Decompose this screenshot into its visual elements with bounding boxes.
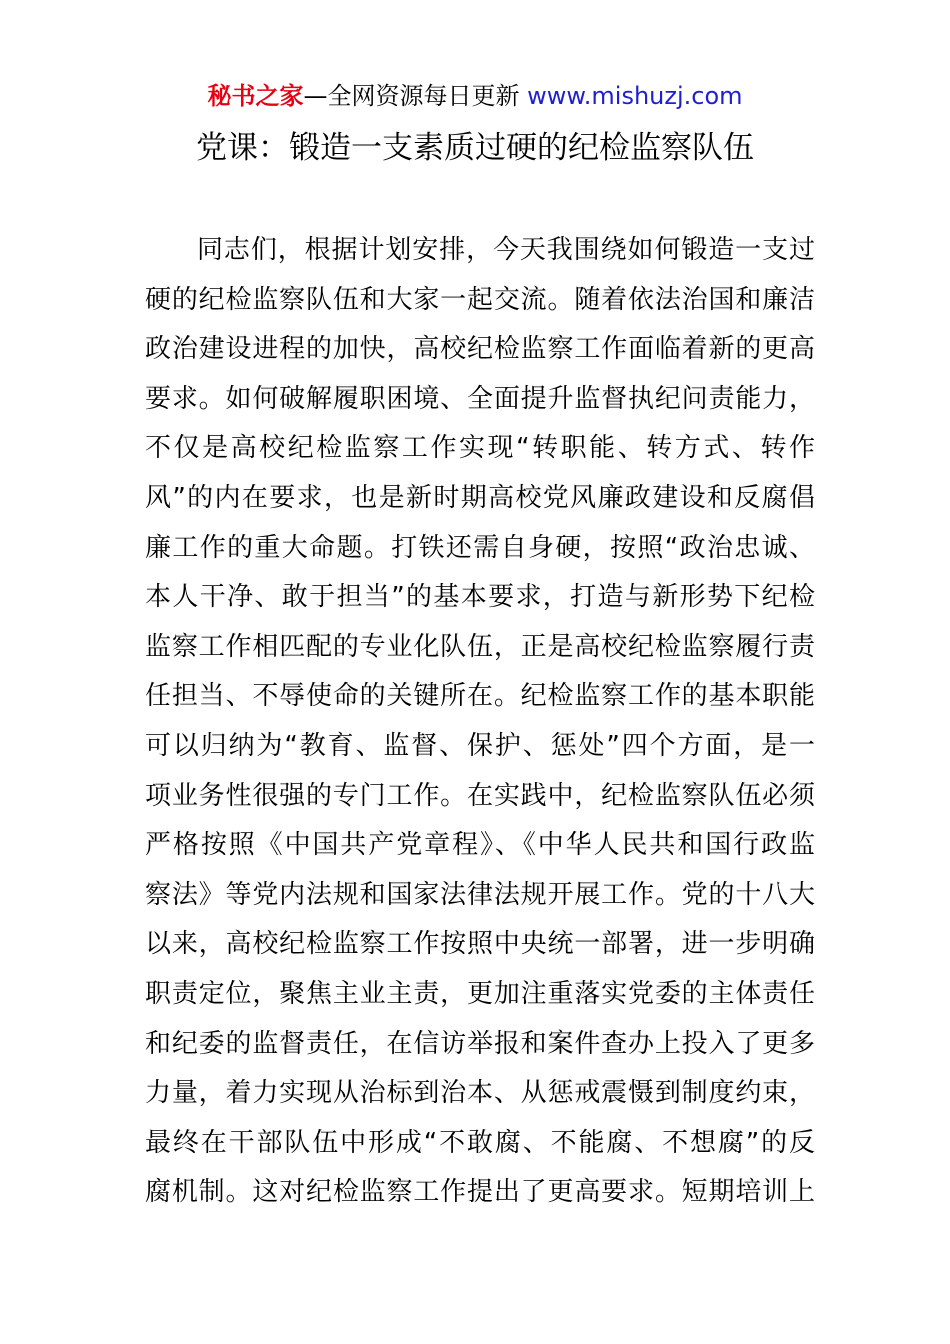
paragraph-line: 项业务性很强的专门工作。在实践中，纪检监察队伍必须 bbox=[145, 780, 815, 811]
paragraph-line: 政治建设进程的加快，高校纪检监察工作面临着新的更高 bbox=[145, 334, 815, 365]
paragraph-line: 不仅是高校纪检监察工作实现“转职能、转方式、转作 bbox=[145, 433, 815, 464]
paragraph-line: 本人干净、敢于担当”的基本要求，打造与新形势下纪检 bbox=[145, 582, 815, 613]
paragraph-line: 严格按照《中国共产党章程》、《中华人民共和国行政监 bbox=[145, 830, 815, 861]
paragraph-line: 力量，着力实现从治标到治本、从惩戒震慑到制度约束， bbox=[145, 1078, 815, 1109]
site-url-link[interactable]: www.mishuzj.com bbox=[527, 82, 743, 110]
paragraph-line: 任担当、不辱使命的关键所在。纪检监察工作的基本职能 bbox=[145, 681, 815, 712]
site-brand: 秘书之家 bbox=[207, 82, 304, 110]
paragraph-line: 要求。如何破解履职困境、全面提升监督执纪问责能力， bbox=[145, 383, 815, 414]
document-body bbox=[145, 226, 815, 1218]
paragraph-line: 最终在干部队伍中形成“不敢腐、不能腐、不想腐”的反 bbox=[145, 1127, 815, 1158]
site-tagline: —全网资源每日更新 bbox=[303, 82, 528, 110]
page-title: 党课：锻造一支素质过硬的纪检监察队伍 bbox=[196, 130, 754, 166]
paragraph-line: 监察工作相匹配的专业化队伍，正是高校纪检监察履行责 bbox=[145, 631, 815, 662]
paragraph-line: 察法》等党内法规和国家法律法规开展工作。党的十八大 bbox=[145, 879, 815, 910]
paragraph-line: 风”的内在要求，也是新时期高校党风廉政建设和反腐倡 bbox=[145, 482, 815, 513]
paragraph-line: 硬的纪检监察队伍和大家一起交流。随着依法治国和廉洁 bbox=[145, 284, 815, 315]
paragraph-line: 以来，高校纪检监察工作按照中央统一部署，进一步明确 bbox=[145, 929, 815, 960]
paragraph-line: 同志们，根据计划安排，今天我围绕如何锻造一支过 bbox=[197, 235, 815, 265]
paragraph-line: 廉工作的重大命题。打铁还需自身硬，按照“政治忠诚、 bbox=[145, 532, 815, 563]
paragraph-line: 可以归纳为“教育、监督、保护、惩处”四个方面，是一 bbox=[145, 730, 815, 761]
paragraph-line: 和纪委的监督责任，在信访举报和案件查办上投入了更多 bbox=[145, 1028, 815, 1059]
paragraph-line: 职责定位，聚焦主业主责，更加注重落实党委的主体责任 bbox=[145, 978, 815, 1009]
site-header bbox=[0, 80, 950, 112]
paragraph-line: 腐机制。这对纪检监察工作提出了更高要求。短期培训上 bbox=[145, 1177, 815, 1208]
